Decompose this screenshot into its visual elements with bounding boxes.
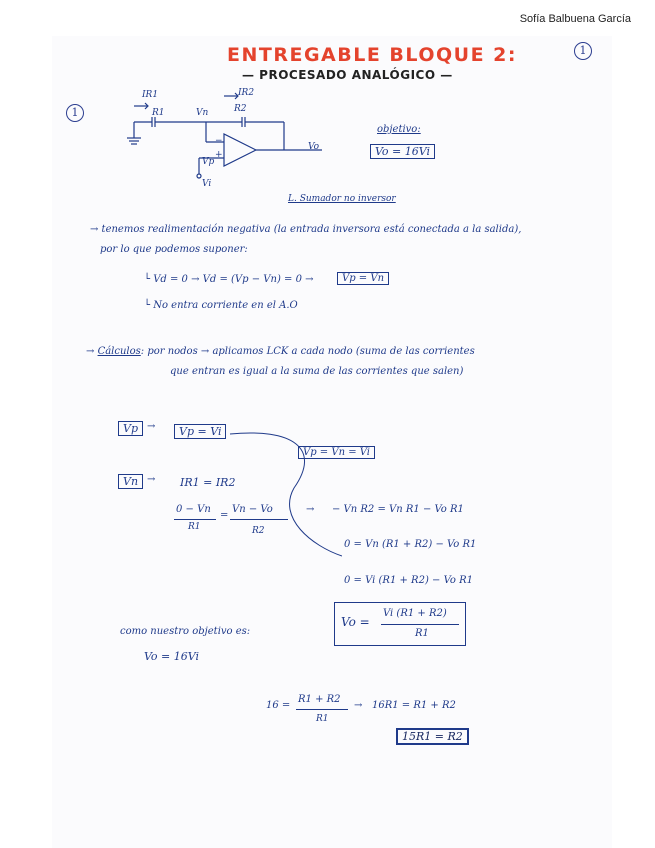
label-vp: Vp	[202, 157, 215, 167]
objective-box: Vo = 16Vi	[370, 144, 435, 159]
ratio-separator: →	[354, 700, 363, 711]
vp-vn-vi-box: Vp = Vn = Vi	[298, 446, 375, 459]
vp-equation: Vp = Vi	[174, 424, 226, 439]
calc-line-2: que entran es igual a la suma de las corrientes que salen)	[170, 366, 464, 377]
page-number-badge: 1	[574, 42, 592, 60]
label-vi: Vi	[202, 179, 212, 189]
document-header	[0, 0, 655, 36]
fraction-1-bar	[174, 519, 216, 520]
vo-result-box	[334, 602, 466, 646]
label-vn: Vn	[196, 108, 209, 118]
connector-curve	[222, 428, 342, 568]
author-name: Sofía Balbuena García	[519, 13, 631, 25]
fraction-1-denominator: R1	[188, 522, 201, 532]
vo-goal: Vo = 16Vi	[144, 650, 200, 663]
ratio-rhs: 16R1 = R1 + R2	[372, 700, 456, 711]
equation-a: − Vn R2 = Vn R1 − Vo R1	[332, 504, 464, 515]
final-result-box: 15R1 = R2	[396, 728, 469, 745]
equation-c: 0 = Vi (R1 + R2) − Vo R1	[344, 575, 473, 586]
page-title: ENTREGABLE BLOQUE 2:	[227, 44, 517, 66]
calc-label: Cálculos	[97, 346, 141, 357]
fraction-2-denominator: R2	[252, 526, 265, 536]
current-equation: IR1 = IR2	[180, 476, 236, 489]
calc-intro-line-1: → Cálculos: por nodos → aplicamos LCK a cada nodo (suma de las corrientes	[86, 346, 475, 357]
ratio-lhs: 16 =	[266, 700, 291, 711]
opamp-minus: −	[215, 136, 223, 146]
vo-result-bar	[381, 624, 459, 625]
objective-sentence: como nuestro objetivo es:	[120, 626, 251, 637]
vo-result-lhs: Vo =	[341, 615, 370, 629]
label-r2: R2	[234, 104, 247, 114]
vn-node-box: Vn	[118, 474, 143, 489]
ratio-denominator: R1	[316, 714, 329, 724]
objective-label: objetivo:	[377, 124, 421, 135]
assumption-1: └ Vd = 0 → Vd = (Vp − Vn) = 0 →	[144, 274, 314, 285]
ground-symbol	[127, 122, 141, 144]
note-line-2: por lo que podemos suponer:	[100, 244, 248, 255]
fraction-2-numerator: Vn − Vo	[232, 504, 273, 515]
equation-b: 0 = Vn (R1 + R2) − Vo R1	[344, 539, 477, 550]
fraction-equals: =	[220, 510, 229, 521]
arrow-to-eq-a: →	[306, 504, 315, 515]
vp-arrow: →	[147, 421, 156, 432]
vp-node-box: Vp	[118, 421, 143, 436]
fraction-1-numerator: 0 − Vn	[176, 504, 211, 515]
vn-arrow: →	[147, 474, 156, 485]
label-ir2: IR2	[238, 88, 255, 98]
vo-result-numerator: Vi (R1 + R2)	[383, 608, 447, 619]
label-ir1: IR1	[142, 90, 159, 100]
circuit-caption: L. Sumador no inversor	[288, 194, 396, 204]
note-line-1: → tenemos realimentación negativa (la entrada inversora está conectada a la salida),	[90, 224, 522, 235]
label-vo: Vo	[308, 142, 320, 152]
page-subtitle: — PROCESADO ANALÓGICO —	[242, 68, 453, 82]
r1-resistor	[152, 117, 155, 127]
label-r1: R1	[152, 108, 165, 118]
vo-result-denominator: R1	[415, 628, 429, 639]
ratio-bar	[296, 709, 348, 710]
opamp-triangle	[224, 134, 256, 166]
opamp-plus: +	[215, 150, 223, 160]
fraction-2-bar	[230, 519, 288, 520]
calc-line-1: : por nodos → aplicamos LCK a cada nodo (suma de las corrientes	[140, 346, 475, 357]
handwritten-page	[52, 36, 612, 848]
section-number-badge: 1	[66, 104, 84, 122]
assumption-2: └ No entra corriente en el A.O	[144, 300, 298, 311]
assumption-1-result: Vp = Vn	[337, 272, 389, 285]
ratio-numerator: R1 + R2	[298, 694, 341, 705]
r2-resistor	[242, 117, 245, 127]
